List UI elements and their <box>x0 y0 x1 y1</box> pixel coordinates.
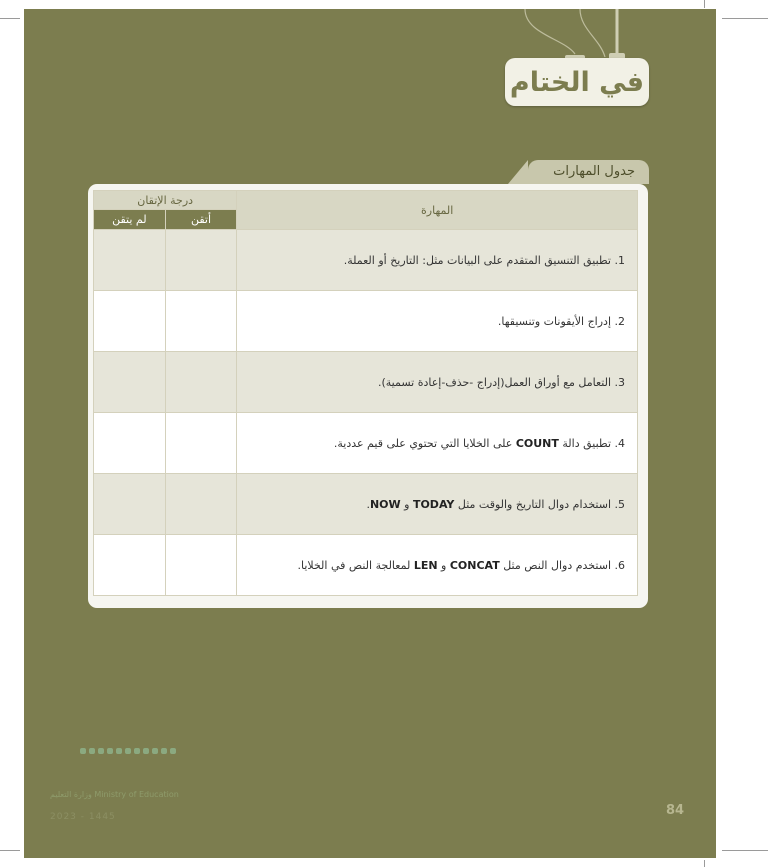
edition-year: 2023 - 1445 <box>50 812 116 822</box>
not-mastered-cell[interactable] <box>94 535 166 596</box>
crop-mark <box>704 860 705 867</box>
skill-cell: 3. التعامل مع أوراق العمل(إدراج -حذف-إعادة تسمية). <box>237 352 638 413</box>
section-title: في الختام <box>509 66 645 98</box>
function-keyword: NOW <box>369 497 401 511</box>
ministry-name: وزارة التعليم Ministry of Education <box>50 790 179 799</box>
function-keyword: LEN <box>413 558 438 572</box>
skill-column-header: المهارة <box>237 191 638 230</box>
skill-cell: 4. تطبيق دالة COUNT على الخلايا التي تحتوي على قيم عددية. <box>237 413 638 474</box>
table-row <box>94 535 638 596</box>
mastered-cell[interactable] <box>165 535 237 596</box>
ministry-logo <box>50 748 179 822</box>
not-mastered-column-header: لم يتقن <box>94 210 166 230</box>
crop-mark <box>0 18 20 19</box>
mastered-cell[interactable] <box>165 474 237 535</box>
crop-mark <box>0 850 20 851</box>
table-row <box>94 474 638 535</box>
table-caption-tab <box>528 160 649 184</box>
skills-card <box>88 184 648 608</box>
not-mastered-cell[interactable] <box>94 230 166 291</box>
table-caption: جدول المهارات <box>553 164 635 179</box>
mastered-column-header: أتقن <box>165 210 237 230</box>
table-row <box>94 352 638 413</box>
crop-mark <box>704 0 705 8</box>
logo-mark <box>80 748 176 754</box>
mastery-column-header: درجة الإتقان <box>94 191 237 210</box>
function-keyword: CONCAT <box>449 558 500 572</box>
mastered-cell[interactable] <box>165 291 237 352</box>
table-row <box>94 413 638 474</box>
table-row <box>94 230 638 291</box>
not-mastered-cell[interactable] <box>94 291 166 352</box>
skill-cell: 1. تطبيق التنسيق المتقدم على البيانات مثل: التاريخ أو العملة. <box>237 230 638 291</box>
crop-mark <box>722 18 768 19</box>
skill-cell: 2. إدراج الأيقونات وتنسيقها. <box>237 291 638 352</box>
mastered-cell[interactable] <box>165 230 237 291</box>
skills-table <box>93 190 638 596</box>
mastered-cell[interactable] <box>165 413 237 474</box>
not-mastered-cell[interactable] <box>94 413 166 474</box>
skill-cell: 6. استخدم دوال النص مثل CONCAT و LEN لمعالجة النص في الخلايا. <box>237 535 638 596</box>
table-row <box>94 291 638 352</box>
mastered-cell[interactable] <box>165 352 237 413</box>
crop-mark <box>722 850 768 851</box>
not-mastered-cell[interactable] <box>94 474 166 535</box>
function-keyword: COUNT <box>515 436 559 450</box>
page-number: 84 <box>666 803 685 818</box>
section-title-plate <box>505 58 649 106</box>
not-mastered-cell[interactable] <box>94 352 166 413</box>
skill-cell: 5. استخدام دوال التاريخ والوقت مثل TODAY و NOW. <box>237 474 638 535</box>
function-keyword: TODAY <box>412 497 455 511</box>
